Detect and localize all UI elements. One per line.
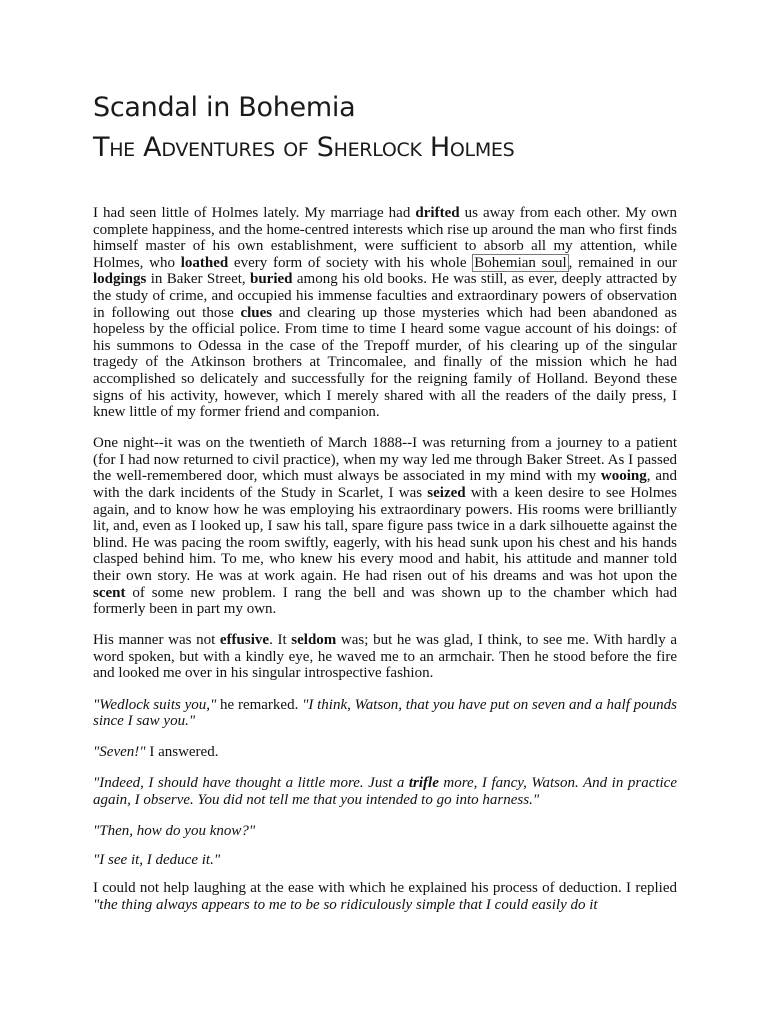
p1-text-k: among his old books. He was still, as ever, deeply attracted by the study of crime, and occupied his immense faculties and extraordinary powers of observation in following out those xyxy=(93,271,677,321)
dialogue-seven: "Seven!" xyxy=(93,744,146,761)
p6-text-a: "Indeed, I should have thought a little more. Just a xyxy=(93,775,409,792)
vocab-seldom: seldom xyxy=(291,632,337,649)
document-title: Scandal in Bohemia xyxy=(93,92,356,123)
p1-text-e: every form of society with his whole xyxy=(228,254,473,271)
p5-text-b: I answered. xyxy=(145,744,219,761)
document-subtitle: The Adventures of Sherlock Holmes xyxy=(93,132,515,163)
p2-text-a: One night--it was on the twentieth of March 1888--I was returning from a journey to a patient (for I had now returned to civil practice), when my way led me through Baker Street. As I passed the well-remembered door, which must always be associated in my mind with my xyxy=(93,435,677,485)
p1-text-i: in Baker Street, xyxy=(146,271,250,288)
story-body xyxy=(93,205,677,913)
paragraph-8: "I see it, I deduce it." xyxy=(93,851,221,868)
p1-text-g: , remained in our xyxy=(568,254,677,271)
p1-text-c: us away from each other. My own complete happiness, and the home-centred interests which rise up around the man who first finds himself master of his own establishment, were sufficient to absorb all my attention, while Holmes, who xyxy=(93,205,677,271)
paragraph-3 xyxy=(93,632,677,682)
p3-text-a: His manner was not xyxy=(93,632,220,649)
vocab-trifle: trifle xyxy=(408,775,439,792)
dialogue-seven-pounds: "I think, Watson, that you have put on seven and a half pounds since I saw you." xyxy=(93,696,677,730)
paragraph-2 xyxy=(93,435,677,618)
vocab-wooing: wooing xyxy=(600,468,647,485)
vocab-effusive: effusive xyxy=(219,632,270,649)
dialogue-ridiculously-simple: "the thing always appears to me to be so ridiculously simple that I could easily do it xyxy=(93,896,598,913)
vocab-scent: scent xyxy=(93,584,126,601)
p3-text-e: was; but he was glad, I think, to see me. With hardly a word spoken, but with a kindly eye, he waved me to an armchair. Then he stood before the fire and looked me over in his singular introspective fashion. xyxy=(93,632,677,682)
p6-text-c: more, I fancy, Watson. And in practice again, I observe. You did not tell me that you intended to go into harness." xyxy=(93,775,677,808)
p2-text-c: , and with the dark incidents of the Study in Scarlet, I was xyxy=(93,468,677,501)
p3-text-c: . It xyxy=(269,632,292,649)
p9-text-a: I could not help laughing at the ease with which he explained his process of deduction. I replied xyxy=(93,880,677,897)
document-page xyxy=(93,88,677,928)
paragraph-1 xyxy=(93,205,677,421)
p2-text-g: of some new problem. I rang the bell and was shown up to the chamber which had formerly been in part my own. xyxy=(93,584,677,618)
p2-text-e: with a keen desire to see Holmes again, and to know how he was employing his extraordinary powers. His rooms were brilliantly lit, and, even as I looked up, I saw his tall, spare figure pass twice in a dark silhouette against the blind. He was pacing the room swiftly, eagerly, with his head sunk upon his chest and his hands clasped behind him. To me, who knew his every mood and habit, his attitude and manner told their own story. He was at work again. He had risen out of his dreams and was hot upon the xyxy=(93,485,677,584)
vocab-buried: buried xyxy=(250,271,293,288)
p1-text-a: I had seen little of Holmes lately. My marriage had xyxy=(93,205,416,221)
p4-text-b: he remarked. xyxy=(216,696,303,713)
paragraph-6 xyxy=(93,775,677,808)
p1-text-m: and clearing up those mysteries which had been abandoned as hopeless by the official police. From time to time I heard some vague account of his doings: of his summons to Odessa in the case of the Trepoff murder, of his clearing up of the singular tragedy of the Atkinson brothers at Trincomalee, and finally of the mission which he had accomplished so delicately and successfully for the reigning family of Holland. Beyond these signs of his activity, however, which I merely shared with all the readers of the daily press, I knew little of my former friend and companion. xyxy=(93,304,677,421)
vocab-loathed: loathed xyxy=(180,254,229,271)
dialogue-wedlock: "Wedlock suits you," xyxy=(93,696,217,713)
paragraph-7: "Then, how do you know?" xyxy=(93,823,256,839)
paragraph-9 xyxy=(93,880,677,913)
paragraph-4 xyxy=(93,697,677,730)
vocab-drifted: drifted xyxy=(415,205,460,221)
vocab-lodgings: lodgings xyxy=(93,271,147,288)
paragraph-5 xyxy=(93,744,677,761)
highlighted-phrase-bohemian-soul: Bohemian soul xyxy=(474,254,567,271)
vocab-seized: seized xyxy=(427,485,466,501)
vocab-clues: clues xyxy=(240,304,273,321)
